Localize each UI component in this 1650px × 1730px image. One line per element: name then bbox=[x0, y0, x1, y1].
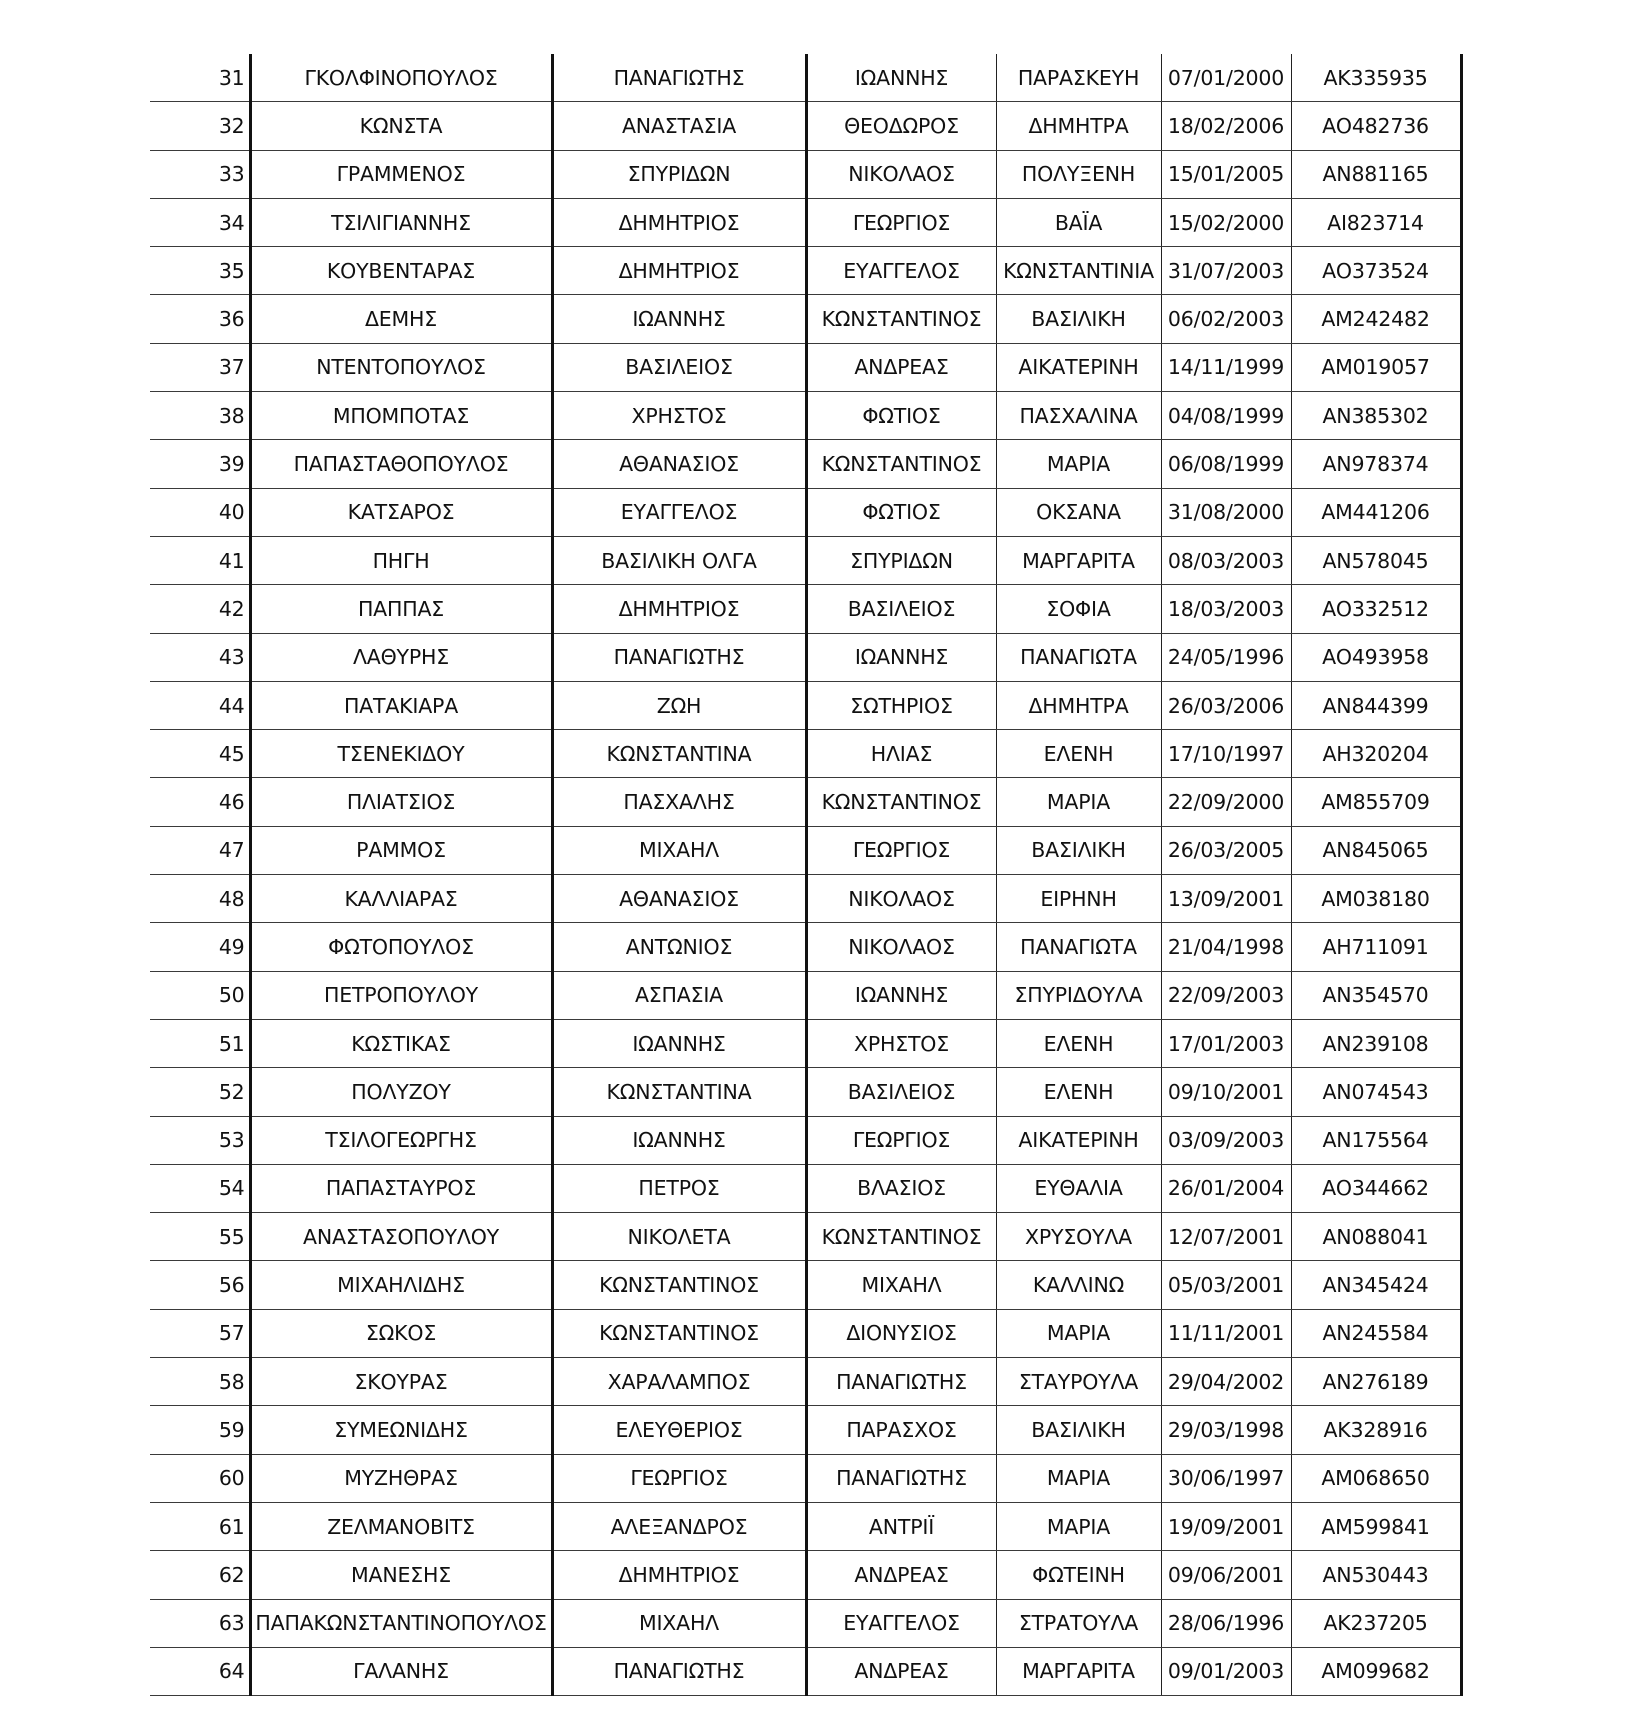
birth-date-cell: 31/08/2000 bbox=[1161, 488, 1291, 536]
id-number-cell: ΑΜ038180 bbox=[1291, 875, 1461, 923]
surname-cell: ΑΝΑΣΤΑΣΟΠΟΥΛΟΥ bbox=[250, 1213, 552, 1261]
id-number-cell: ΑΗ711091 bbox=[1291, 923, 1461, 971]
birth-date-cell: 21/04/1998 bbox=[1161, 923, 1291, 971]
surname-cell: ΚΑΤΣΑΡΟΣ bbox=[250, 488, 552, 536]
birth-date-cell: 15/02/2000 bbox=[1161, 198, 1291, 246]
father-name-cell: ΧΡΗΣΤΟΣ bbox=[806, 1019, 996, 1067]
surname-cell: ΠΑΠΑΣΤΑΘΟΠΟΥΛΟΣ bbox=[250, 440, 552, 488]
id-number-cell: ΑΝ276189 bbox=[1291, 1358, 1461, 1406]
id-number-cell: ΑΗ320204 bbox=[1291, 730, 1461, 778]
surname-cell: ΠΛΙΑΤΣΙΟΣ bbox=[250, 778, 552, 826]
surname-cell: ΤΣΕΝΕΚΙΔΟΥ bbox=[250, 730, 552, 778]
row-number-cell: 38 bbox=[150, 392, 250, 440]
surname-cell: ΠΑΠΑΚΩΝΣΤΑΝΤΙΝΟΠΟΥΛΟΣ bbox=[250, 1599, 552, 1647]
birth-date-cell: 08/03/2003 bbox=[1161, 536, 1291, 584]
row-number-cell: 47 bbox=[150, 826, 250, 874]
birth-date-cell: 14/11/1999 bbox=[1161, 343, 1291, 391]
first-name-cell: ΠΑΝΑΓΙΩΤΗΣ bbox=[552, 633, 806, 681]
mother-name-cell: ΠΑΣΧΑΛΙΝΑ bbox=[996, 392, 1161, 440]
first-name-cell: ΚΩΝΣΤΑΝΤΙΝΟΣ bbox=[552, 1261, 806, 1309]
first-name-cell: ΧΡΗΣΤΟΣ bbox=[552, 392, 806, 440]
mother-name-cell: ΚΩΝΣΤΑΝΤΙΝΙΑ bbox=[996, 247, 1161, 295]
birth-date-cell: 13/09/2001 bbox=[1161, 875, 1291, 923]
mother-name-cell: ΕΛΕΝΗ bbox=[996, 730, 1161, 778]
father-name-cell: ΒΑΣΙΛΕΙΟΣ bbox=[806, 1068, 996, 1116]
surname-cell: ΝΤΕΝΤΟΠΟΥΛΟΣ bbox=[250, 343, 552, 391]
birth-date-cell: 22/09/2000 bbox=[1161, 778, 1291, 826]
first-name-cell: ΚΩΝΣΤΑΝΤΙΝΑ bbox=[552, 730, 806, 778]
surname-cell: ΚΩΣΤΙΚΑΣ bbox=[250, 1019, 552, 1067]
row-number-cell: 59 bbox=[150, 1406, 250, 1454]
first-name-cell: ΠΑΝΑΓΙΩΤΗΣ bbox=[552, 54, 806, 102]
table-row bbox=[150, 343, 1461, 391]
surname-cell: ΜΑΝΕΣΗΣ bbox=[250, 1551, 552, 1599]
mother-name-cell: ΚΑΛΛΙΝΩ bbox=[996, 1261, 1161, 1309]
row-number-cell: 60 bbox=[150, 1454, 250, 1502]
mother-name-cell: ΒΑΣΙΛΙΚΗ bbox=[996, 826, 1161, 874]
birth-date-cell: 18/03/2003 bbox=[1161, 585, 1291, 633]
surname-cell: ΚΑΛΛΙΑΡΑΣ bbox=[250, 875, 552, 923]
row-number-cell: 42 bbox=[150, 585, 250, 633]
mother-name-cell: ΠΑΝΑΓΙΩΤΑ bbox=[996, 923, 1161, 971]
id-number-cell: ΑΝ354570 bbox=[1291, 971, 1461, 1019]
table-row bbox=[150, 1019, 1461, 1067]
surname-cell: ΠΟΛΥΖΟΥ bbox=[250, 1068, 552, 1116]
father-name-cell: ΠΑΡΑΣΧΟΣ bbox=[806, 1406, 996, 1454]
father-name-cell: ΒΛΑΣΙΟΣ bbox=[806, 1164, 996, 1212]
father-name-cell: ΚΩΝΣΤΑΝΤΙΝΟΣ bbox=[806, 1213, 996, 1261]
birth-date-cell: 29/03/1998 bbox=[1161, 1406, 1291, 1454]
table-row bbox=[150, 1599, 1461, 1647]
mother-name-cell: ΜΑΡΙΑ bbox=[996, 778, 1161, 826]
id-number-cell: ΑΝ088041 bbox=[1291, 1213, 1461, 1261]
surname-cell: ΖΕΛΜΑΝΟΒΙΤΣ bbox=[250, 1502, 552, 1550]
id-number-cell: ΑΝ385302 bbox=[1291, 392, 1461, 440]
table-row bbox=[150, 971, 1461, 1019]
father-name-cell: ΝΙΚΟΛΑΟΣ bbox=[806, 875, 996, 923]
table-row bbox=[150, 585, 1461, 633]
id-number-cell: ΑΝ978374 bbox=[1291, 440, 1461, 488]
father-name-cell: ΠΑΝΑΓΙΩΤΗΣ bbox=[806, 1454, 996, 1502]
table-row bbox=[150, 536, 1461, 584]
row-number-cell: 50 bbox=[150, 971, 250, 1019]
row-number-cell: 54 bbox=[150, 1164, 250, 1212]
surname-cell: ΠΕΤΡΟΠΟΥΛΟΥ bbox=[250, 971, 552, 1019]
table-row bbox=[150, 1068, 1461, 1116]
first-name-cell: ΙΩΑΝΝΗΣ bbox=[552, 1019, 806, 1067]
row-number-cell: 49 bbox=[150, 923, 250, 971]
birth-date-cell: 09/06/2001 bbox=[1161, 1551, 1291, 1599]
id-number-cell: ΑΚ237205 bbox=[1291, 1599, 1461, 1647]
mother-name-cell: ΒΑΣΙΛΙΚΗ bbox=[996, 1406, 1161, 1454]
first-name-cell: ΑΛΕΞΑΝΔΡΟΣ bbox=[552, 1502, 806, 1550]
surname-cell: ΚΩΝΣΤΑ bbox=[250, 102, 552, 150]
birth-date-cell: 26/03/2006 bbox=[1161, 681, 1291, 729]
mother-name-cell: ΕΛΕΝΗ bbox=[996, 1019, 1161, 1067]
mother-name-cell: ΑΙΚΑΤΕΡΙΝΗ bbox=[996, 1116, 1161, 1164]
first-name-cell: ΠΑΝΑΓΙΩΤΗΣ bbox=[552, 1647, 806, 1695]
table-row bbox=[150, 102, 1461, 150]
mother-name-cell: ΠΑΡΑΣΚΕΥΗ bbox=[996, 54, 1161, 102]
father-name-cell: ΔΙΟΝΥΣΙΟΣ bbox=[806, 1309, 996, 1357]
father-name-cell: ΑΝΤΡΙΪ bbox=[806, 1502, 996, 1550]
table-row bbox=[150, 730, 1461, 778]
father-name-cell: ΝΙΚΟΛΑΟΣ bbox=[806, 923, 996, 971]
first-name-cell: ΕΥΑΓΓΕΛΟΣ bbox=[552, 488, 806, 536]
row-number-cell: 39 bbox=[150, 440, 250, 488]
table-row bbox=[150, 1551, 1461, 1599]
table-row bbox=[150, 1406, 1461, 1454]
row-number-cell: 40 bbox=[150, 488, 250, 536]
father-name-cell: ΓΕΩΡΓΙΟΣ bbox=[806, 1116, 996, 1164]
row-number-cell: 61 bbox=[150, 1502, 250, 1550]
mother-name-cell: ΜΑΡΓΑΡΙΤΑ bbox=[996, 1647, 1161, 1695]
birth-date-cell: 03/09/2003 bbox=[1161, 1116, 1291, 1164]
birth-date-cell: 30/06/1997 bbox=[1161, 1454, 1291, 1502]
table-row bbox=[150, 440, 1461, 488]
birth-date-cell: 07/01/2000 bbox=[1161, 54, 1291, 102]
mother-name-cell: ΠΟΛΥΞΕΝΗ bbox=[996, 150, 1161, 198]
birth-date-cell: 26/03/2005 bbox=[1161, 826, 1291, 874]
table-row bbox=[150, 1116, 1461, 1164]
surname-cell: ΜΠΟΜΠΟΤΑΣ bbox=[250, 392, 552, 440]
table-row bbox=[150, 1647, 1461, 1695]
first-name-cell: ΔΗΜΗΤΡΙΟΣ bbox=[552, 198, 806, 246]
id-number-cell: ΑΟ332512 bbox=[1291, 585, 1461, 633]
mother-name-cell: ΧΡΥΣΟΥΛΑ bbox=[996, 1213, 1161, 1261]
table-row bbox=[150, 150, 1461, 198]
table-row bbox=[150, 633, 1461, 681]
birth-date-cell: 22/09/2003 bbox=[1161, 971, 1291, 1019]
birth-date-cell: 11/11/2001 bbox=[1161, 1309, 1291, 1357]
records-table bbox=[150, 54, 1463, 1696]
father-name-cell: ΦΩΤΙΟΣ bbox=[806, 392, 996, 440]
first-name-cell: ΓΕΩΡΓΙΟΣ bbox=[552, 1454, 806, 1502]
table-row bbox=[150, 54, 1461, 102]
row-number-cell: 55 bbox=[150, 1213, 250, 1261]
first-name-cell: ΙΩΑΝΝΗΣ bbox=[552, 295, 806, 343]
id-number-cell: ΑΜ441206 bbox=[1291, 488, 1461, 536]
table-row bbox=[150, 488, 1461, 536]
first-name-cell: ΑΣΠΑΣΙΑ bbox=[552, 971, 806, 1019]
first-name-cell: ΑΘΑΝΑΣΙΟΣ bbox=[552, 440, 806, 488]
surname-cell: ΣΚΟΥΡΑΣ bbox=[250, 1358, 552, 1406]
first-name-cell: ΑΘΑΝΑΣΙΟΣ bbox=[552, 875, 806, 923]
id-number-cell: ΑΝ578045 bbox=[1291, 536, 1461, 584]
row-number-cell: 33 bbox=[150, 150, 250, 198]
row-number-cell: 62 bbox=[150, 1551, 250, 1599]
surname-cell: ΜΙΧΑΗΛΙΔΗΣ bbox=[250, 1261, 552, 1309]
id-number-cell: ΑΝ881165 bbox=[1291, 150, 1461, 198]
father-name-cell: ΙΩΑΝΝΗΣ bbox=[806, 54, 996, 102]
surname-cell: ΤΣΙΛΙΓΙΑΝΝΗΣ bbox=[250, 198, 552, 246]
row-number-cell: 63 bbox=[150, 1599, 250, 1647]
surname-cell: ΚΟΥΒΕΝΤΑΡΑΣ bbox=[250, 247, 552, 295]
mother-name-cell: ΣΠΥΡΙΔΟΥΛΑ bbox=[996, 971, 1161, 1019]
first-name-cell: ΠΑΣΧΑΛΗΣ bbox=[552, 778, 806, 826]
mother-name-cell: ΣΤΡΑΤΟΥΛΑ bbox=[996, 1599, 1161, 1647]
mother-name-cell: ΜΑΡΙΑ bbox=[996, 1502, 1161, 1550]
surname-cell: ΦΩΤΟΠΟΥΛΟΣ bbox=[250, 923, 552, 971]
surname-cell: ΠΑΠΑΣΤΑΥΡΟΣ bbox=[250, 1164, 552, 1212]
birth-date-cell: 18/02/2006 bbox=[1161, 102, 1291, 150]
first-name-cell: ΑΝΤΩΝΙΟΣ bbox=[552, 923, 806, 971]
mother-name-cell: ΕΛΕΝΗ bbox=[996, 1068, 1161, 1116]
surname-cell: ΠΑΤΑΚΙΑΡΑ bbox=[250, 681, 552, 729]
surname-cell: ΠΗΓΗ bbox=[250, 536, 552, 584]
row-number-cell: 64 bbox=[150, 1647, 250, 1695]
id-number-cell: ΑΚ335935 bbox=[1291, 54, 1461, 102]
table-row bbox=[150, 1261, 1461, 1309]
mother-name-cell: ΣΟΦΙΑ bbox=[996, 585, 1161, 633]
father-name-cell: ΝΙΚΟΛΑΟΣ bbox=[806, 150, 996, 198]
mother-name-cell: ΟΚΣΑΝΑ bbox=[996, 488, 1161, 536]
table-row bbox=[150, 1454, 1461, 1502]
id-number-cell: ΑΝ345424 bbox=[1291, 1261, 1461, 1309]
father-name-cell: ΣΩΤΗΡΙΟΣ bbox=[806, 681, 996, 729]
table-row bbox=[150, 198, 1461, 246]
id-number-cell: ΑΜ099682 bbox=[1291, 1647, 1461, 1695]
row-number-cell: 32 bbox=[150, 102, 250, 150]
first-name-cell: ΖΩΗ bbox=[552, 681, 806, 729]
mother-name-cell: ΕΙΡΗΝΗ bbox=[996, 875, 1161, 923]
surname-cell: ΔΕΜΗΣ bbox=[250, 295, 552, 343]
id-number-cell: ΑΟ344662 bbox=[1291, 1164, 1461, 1212]
father-name-cell: ΙΩΑΝΝΗΣ bbox=[806, 633, 996, 681]
table-row bbox=[150, 1213, 1461, 1261]
first-name-cell: ΧΑΡΑΛΑΜΠΟΣ bbox=[552, 1358, 806, 1406]
id-number-cell: ΑΜ019057 bbox=[1291, 343, 1461, 391]
birth-date-cell: 19/09/2001 bbox=[1161, 1502, 1291, 1550]
id-number-cell: ΑΟ482736 bbox=[1291, 102, 1461, 150]
surname-cell: ΣΩΚΟΣ bbox=[250, 1309, 552, 1357]
birth-date-cell: 09/10/2001 bbox=[1161, 1068, 1291, 1116]
mother-name-cell: ΔΗΜΗΤΡΑ bbox=[996, 102, 1161, 150]
table-row bbox=[150, 875, 1461, 923]
mother-name-cell: ΒΑΪΑ bbox=[996, 198, 1161, 246]
first-name-cell: ΔΗΜΗΤΡΙΟΣ bbox=[552, 1551, 806, 1599]
mother-name-cell: ΜΑΡΙΑ bbox=[996, 440, 1161, 488]
father-name-cell: ΚΩΝΣΤΑΝΤΙΝΟΣ bbox=[806, 440, 996, 488]
row-number-cell: 31 bbox=[150, 54, 250, 102]
first-name-cell: ΔΗΜΗΤΡΙΟΣ bbox=[552, 585, 806, 633]
mother-name-cell: ΒΑΣΙΛΙΚΗ bbox=[996, 295, 1161, 343]
birth-date-cell: 28/06/1996 bbox=[1161, 1599, 1291, 1647]
row-number-cell: 34 bbox=[150, 198, 250, 246]
row-number-cell: 52 bbox=[150, 1068, 250, 1116]
first-name-cell: ΝΙΚΟΛΕΤΑ bbox=[552, 1213, 806, 1261]
father-name-cell: ΘΕΟΔΩΡΟΣ bbox=[806, 102, 996, 150]
table-row bbox=[150, 1164, 1461, 1212]
father-name-cell: ΚΩΝΣΤΑΝΤΙΝΟΣ bbox=[806, 295, 996, 343]
first-name-cell: ΚΩΝΣΤΑΝΤΙΝΑ bbox=[552, 1068, 806, 1116]
mother-name-cell: ΜΑΡΙΑ bbox=[996, 1309, 1161, 1357]
father-name-cell: ΦΩΤΙΟΣ bbox=[806, 488, 996, 536]
id-number-cell: ΑΙ823714 bbox=[1291, 198, 1461, 246]
father-name-cell: ΠΑΝΑΓΙΩΤΗΣ bbox=[806, 1358, 996, 1406]
mother-name-cell: ΜΑΡΙΑ bbox=[996, 1454, 1161, 1502]
table-row bbox=[150, 295, 1461, 343]
father-name-cell: ΗΛΙΑΣ bbox=[806, 730, 996, 778]
mother-name-cell: ΔΗΜΗΤΡΑ bbox=[996, 681, 1161, 729]
birth-date-cell: 17/01/2003 bbox=[1161, 1019, 1291, 1067]
surname-cell: ΣΥΜΕΩΝΙΔΗΣ bbox=[250, 1406, 552, 1454]
mother-name-cell: ΑΙΚΑΤΕΡΙΝΗ bbox=[996, 343, 1161, 391]
father-name-cell: ΙΩΑΝΝΗΣ bbox=[806, 971, 996, 1019]
first-name-cell: ΚΩΝΣΤΑΝΤΙΝΟΣ bbox=[552, 1309, 806, 1357]
id-number-cell: ΑΝ845065 bbox=[1291, 826, 1461, 874]
row-number-cell: 57 bbox=[150, 1309, 250, 1357]
father-name-cell: ΣΠΥΡΙΔΩΝ bbox=[806, 536, 996, 584]
birth-date-cell: 31/07/2003 bbox=[1161, 247, 1291, 295]
birth-date-cell: 06/02/2003 bbox=[1161, 295, 1291, 343]
father-name-cell: ΑΝΔΡΕΑΣ bbox=[806, 1551, 996, 1599]
row-number-cell: 35 bbox=[150, 247, 250, 295]
id-number-cell: ΑΝ844399 bbox=[1291, 681, 1461, 729]
surname-cell: ΠΑΠΠΑΣ bbox=[250, 585, 552, 633]
id-number-cell: ΑΝ239108 bbox=[1291, 1019, 1461, 1067]
table-row bbox=[150, 247, 1461, 295]
father-name-cell: ΜΙΧΑΗΛ bbox=[806, 1261, 996, 1309]
first-name-cell: ΜΙΧΑΗΛ bbox=[552, 1599, 806, 1647]
first-name-cell: ΜΙΧΑΗΛ bbox=[552, 826, 806, 874]
birth-date-cell: 24/05/1996 bbox=[1161, 633, 1291, 681]
father-name-cell: ΓΕΩΡΓΙΟΣ bbox=[806, 826, 996, 874]
row-number-cell: 48 bbox=[150, 875, 250, 923]
first-name-cell: ΕΛΕΥΘΕΡΙΟΣ bbox=[552, 1406, 806, 1454]
birth-date-cell: 26/01/2004 bbox=[1161, 1164, 1291, 1212]
surname-cell: ΓΚΟΛΦΙΝΟΠΟΥΛΟΣ bbox=[250, 54, 552, 102]
father-name-cell: ΑΝΔΡΕΑΣ bbox=[806, 1647, 996, 1695]
surname-cell: ΓΑΛΑΝΗΣ bbox=[250, 1647, 552, 1695]
table-row bbox=[150, 1502, 1461, 1550]
row-number-cell: 41 bbox=[150, 536, 250, 584]
first-name-cell: ΠΕΤΡΟΣ bbox=[552, 1164, 806, 1212]
father-name-cell: ΕΥΑΓΓΕΛΟΣ bbox=[806, 247, 996, 295]
mother-name-cell: ΠΑΝΑΓΙΩΤΑ bbox=[996, 633, 1161, 681]
first-name-cell: ΑΝΑΣΤΑΣΙΑ bbox=[552, 102, 806, 150]
first-name-cell: ΙΩΑΝΝΗΣ bbox=[552, 1116, 806, 1164]
row-number-cell: 45 bbox=[150, 730, 250, 778]
row-number-cell: 51 bbox=[150, 1019, 250, 1067]
table-row bbox=[150, 1358, 1461, 1406]
table-row bbox=[150, 392, 1461, 440]
first-name-cell: ΔΗΜΗΤΡΙΟΣ bbox=[552, 247, 806, 295]
row-number-cell: 44 bbox=[150, 681, 250, 729]
table-row bbox=[150, 681, 1461, 729]
birth-date-cell: 05/03/2001 bbox=[1161, 1261, 1291, 1309]
surname-cell: ΜΥΖΗΘΡΑΣ bbox=[250, 1454, 552, 1502]
row-number-cell: 37 bbox=[150, 343, 250, 391]
birth-date-cell: 15/01/2005 bbox=[1161, 150, 1291, 198]
id-number-cell: ΑΜ599841 bbox=[1291, 1502, 1461, 1550]
birth-date-cell: 17/10/1997 bbox=[1161, 730, 1291, 778]
father-name-cell: ΕΥΑΓΓΕΛΟΣ bbox=[806, 1599, 996, 1647]
id-number-cell: ΑΜ242482 bbox=[1291, 295, 1461, 343]
row-number-cell: 36 bbox=[150, 295, 250, 343]
table-row bbox=[150, 1309, 1461, 1357]
first-name-cell: ΒΑΣΙΛΙΚΗ ΟΛΓΑ bbox=[552, 536, 806, 584]
father-name-cell: ΑΝΔΡΕΑΣ bbox=[806, 343, 996, 391]
surname-cell: ΤΣΙΛΟΓΕΩΡΓΗΣ bbox=[250, 1116, 552, 1164]
row-number-cell: 58 bbox=[150, 1358, 250, 1406]
first-name-cell: ΣΠΥΡΙΔΩΝ bbox=[552, 150, 806, 198]
father-name-cell: ΚΩΝΣΤΑΝΤΙΝΟΣ bbox=[806, 778, 996, 826]
father-name-cell: ΒΑΣΙΛΕΙΟΣ bbox=[806, 585, 996, 633]
id-number-cell: ΑΜ855709 bbox=[1291, 778, 1461, 826]
row-number-cell: 43 bbox=[150, 633, 250, 681]
mother-name-cell: ΦΩΤΕΙΝΗ bbox=[996, 1551, 1161, 1599]
birth-date-cell: 06/08/1999 bbox=[1161, 440, 1291, 488]
id-number-cell: ΑΚ328916 bbox=[1291, 1406, 1461, 1454]
table-row bbox=[150, 826, 1461, 874]
surname-cell: ΡΑΜΜΟΣ bbox=[250, 826, 552, 874]
row-number-cell: 53 bbox=[150, 1116, 250, 1164]
id-number-cell: ΑΟ493958 bbox=[1291, 633, 1461, 681]
surname-cell: ΛΑΘΥΡΗΣ bbox=[250, 633, 552, 681]
birth-date-cell: 04/08/1999 bbox=[1161, 392, 1291, 440]
id-number-cell: ΑΝ074543 bbox=[1291, 1068, 1461, 1116]
row-number-cell: 56 bbox=[150, 1261, 250, 1309]
id-number-cell: ΑΝ175564 bbox=[1291, 1116, 1461, 1164]
table-row bbox=[150, 778, 1461, 826]
id-number-cell: ΑΟ373524 bbox=[1291, 247, 1461, 295]
birth-date-cell: 12/07/2001 bbox=[1161, 1213, 1291, 1261]
birth-date-cell: 29/04/2002 bbox=[1161, 1358, 1291, 1406]
first-name-cell: ΒΑΣΙΛΕΙΟΣ bbox=[552, 343, 806, 391]
records-table-body bbox=[150, 54, 1461, 1696]
mother-name-cell: ΣΤΑΥΡΟΥΛΑ bbox=[996, 1358, 1161, 1406]
id-number-cell: ΑΜ068650 bbox=[1291, 1454, 1461, 1502]
mother-name-cell: ΕΥΘΑΛΙΑ bbox=[996, 1164, 1161, 1212]
surname-cell: ΓΡΑΜΜΕΝΟΣ bbox=[250, 150, 552, 198]
table-row bbox=[150, 923, 1461, 971]
birth-date-cell: 09/01/2003 bbox=[1161, 1647, 1291, 1695]
row-number-cell: 46 bbox=[150, 778, 250, 826]
id-number-cell: ΑΝ245584 bbox=[1291, 1309, 1461, 1357]
father-name-cell: ΓΕΩΡΓΙΟΣ bbox=[806, 198, 996, 246]
mother-name-cell: ΜΑΡΓΑΡΙΤΑ bbox=[996, 536, 1161, 584]
id-number-cell: ΑΝ530443 bbox=[1291, 1551, 1461, 1599]
